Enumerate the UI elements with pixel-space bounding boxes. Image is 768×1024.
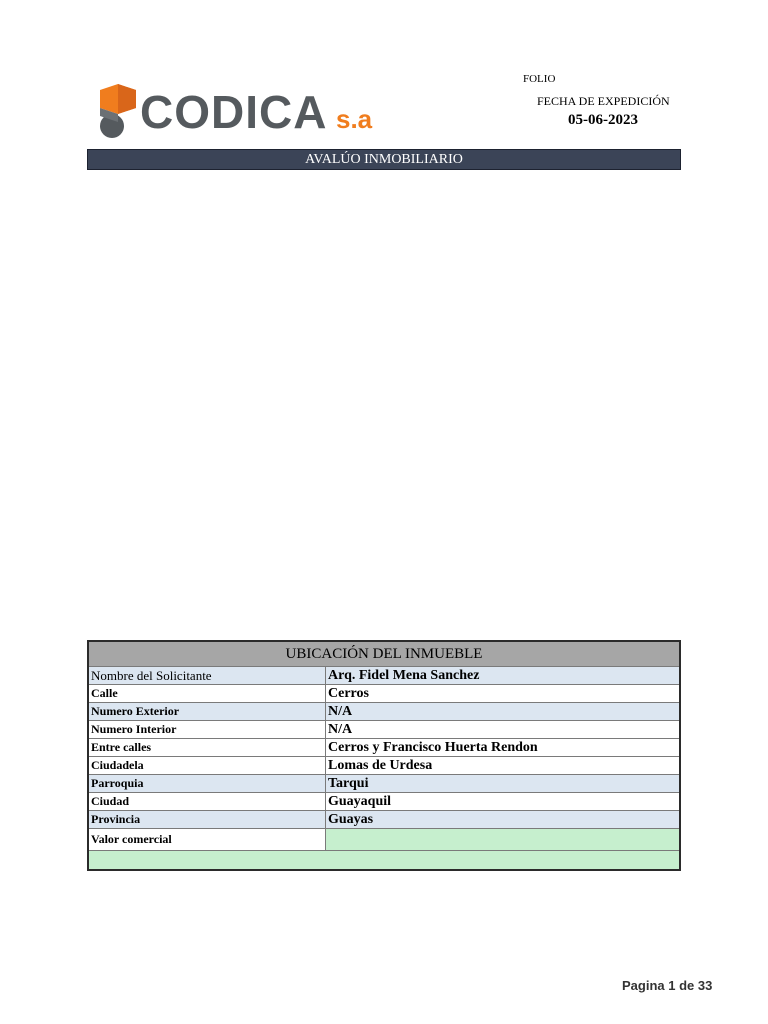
fecha-expedicion-label: FECHA DE EXPEDICIÓN — [537, 94, 670, 108]
row-value: Lomas de Urdesa — [326, 757, 681, 775]
valor-comercial-row — [88, 829, 680, 851]
row-label: Entre calles — [88, 739, 326, 757]
row-value: Arq. Fidel Mena Sanchez — [326, 667, 681, 685]
row-label: Provincia — [88, 811, 326, 829]
ubicacion-table — [87, 640, 681, 871]
row-value: Guayaquil — [326, 793, 681, 811]
row-value: N/A — [326, 721, 681, 739]
row-value: Cerros — [326, 685, 681, 703]
valor-comercial-extra-row — [88, 851, 680, 871]
table-row — [88, 721, 680, 739]
table-row — [88, 667, 680, 685]
logo-wordmark: CODICA — [140, 86, 328, 138]
table-row — [88, 685, 680, 703]
table-row — [88, 739, 680, 757]
row-value: N/A — [326, 703, 681, 721]
row-label: Ciudadela — [88, 757, 326, 775]
valor-comercial-label: Valor comercial — [88, 829, 326, 851]
row-value: Cerros y Francisco Huerta Rendon — [326, 739, 681, 757]
page-number: Pagina 1 de 33 — [622, 978, 713, 993]
row-label: Calle — [88, 685, 326, 703]
row-label: Parroquia — [88, 775, 326, 793]
table-row — [88, 775, 680, 793]
table-row — [88, 793, 680, 811]
row-label: Numero Interior — [88, 721, 326, 739]
ubicacion-heading: UBICACIÓN DEL INMUEBLE — [88, 641, 680, 667]
folio-label: FOLIO — [523, 73, 556, 85]
document-title: AVALÚO INMOBILIARIO — [87, 149, 681, 170]
row-label: Numero Exterior — [88, 703, 326, 721]
company-logo — [96, 80, 406, 142]
table-row — [88, 811, 680, 829]
row-value: Guayas — [326, 811, 681, 829]
valor-comercial-extra-cell — [88, 851, 680, 871]
table-row — [88, 703, 680, 721]
row-label: Ciudad — [88, 793, 326, 811]
row-label: Nombre del Solicitante — [88, 667, 326, 685]
table-header-row — [88, 641, 680, 667]
codica-logo-mark-icon — [96, 82, 140, 142]
valor-comercial-value — [326, 829, 681, 851]
fecha-expedicion-value: 05-06-2023 — [568, 112, 638, 128]
logo-suffix: s.a — [336, 104, 373, 134]
table-row — [88, 757, 680, 775]
row-value: Tarqui — [326, 775, 681, 793]
